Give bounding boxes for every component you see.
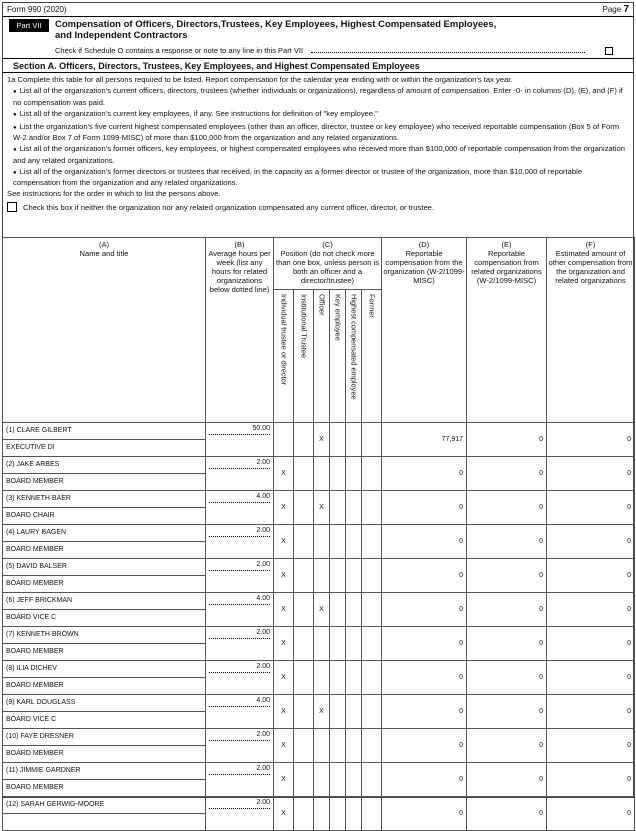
- comp-other: 0: [547, 491, 635, 525]
- col-a-header: (A) Name and title: [3, 238, 206, 423]
- part-vii-header: [3, 17, 633, 59]
- position-check: [362, 491, 382, 525]
- comp-other: 0: [547, 457, 635, 491]
- position-check: [314, 559, 330, 593]
- schedule-o-checkbox[interactable]: [605, 47, 613, 55]
- position-check: [294, 457, 314, 491]
- divider: [3, 711, 205, 712]
- person-name: (10) FAYE DRESNER: [6, 733, 74, 740]
- comp-related: 0: [467, 695, 547, 729]
- person-name: (2) JAKE ARBES: [6, 461, 60, 468]
- name-title-cell: [3, 729, 206, 763]
- name-title-cell: [3, 525, 206, 559]
- hours-cell: [206, 797, 274, 831]
- position-check: [362, 729, 382, 763]
- no-compensation-checkbox[interactable]: [7, 202, 17, 212]
- person-row: [3, 525, 635, 559]
- hours-cell: [206, 729, 274, 763]
- dotted-line: [209, 468, 270, 469]
- instruction-bullet: ● List all of the organization's current key employees, if any. See instructions for definition of "key employee.": [7, 109, 629, 121]
- position-check: [346, 491, 362, 525]
- position-check: [294, 797, 314, 831]
- form-header: [3, 3, 633, 17]
- person-row: [3, 797, 635, 831]
- person-row: [3, 593, 635, 627]
- instruction-bullet: ● List all of the organization's former officers, key employees, or highest compensated employees who received more than $100,000 of reportable compensation from the organization and any related organizations.: [7, 144, 629, 165]
- comp-org: 0: [382, 661, 467, 695]
- divider: [3, 439, 205, 440]
- person-title: BOARD MEMBER: [6, 648, 64, 655]
- col-c-header: (C) Position (do not check more than one box, unless person is both an officer and a director/trustee): [274, 238, 382, 290]
- page-number: 7: [623, 4, 629, 15]
- position-check: [330, 593, 346, 627]
- compensation-table: [2, 237, 635, 831]
- comp-related: 0: [467, 661, 547, 695]
- position-check: [346, 695, 362, 729]
- dotted-line: [209, 774, 270, 775]
- hours-cell: [206, 525, 274, 559]
- hours-value: 2.00: [256, 527, 270, 534]
- position-check: [314, 661, 330, 695]
- person-name: (5) DAVID BALSER: [6, 563, 67, 570]
- position-subheader: Former: [362, 290, 382, 423]
- comp-related: 0: [467, 423, 547, 457]
- divider: [3, 473, 205, 474]
- comp-related: 0: [467, 525, 547, 559]
- position-check: [362, 593, 382, 627]
- name-title-cell: [3, 695, 206, 729]
- person-row: [3, 729, 635, 763]
- person-row: [3, 695, 635, 729]
- person-title: BOARD MEMBER: [6, 546, 64, 553]
- instructions: [3, 73, 633, 199]
- position-check: X: [274, 661, 294, 695]
- position-check: [294, 593, 314, 627]
- hours-cell: [206, 559, 274, 593]
- position-check: X: [314, 423, 330, 457]
- person-row: [3, 559, 635, 593]
- comp-other: 0: [547, 661, 635, 695]
- position-check: X: [274, 525, 294, 559]
- divider: [3, 541, 205, 542]
- schedule-o-label: Check if Schedule O contains a response or note to any line in this Part VII: [55, 46, 304, 55]
- comp-org: 0: [382, 797, 467, 831]
- comp-other: 0: [547, 559, 635, 593]
- position-check: [330, 627, 346, 661]
- person-name: (6) JEFF BRICKMAN: [6, 597, 73, 604]
- instruction-bullet: ● List all of the organization's former directors or trustees that received, in the capacity as a former director or trustee of the organization, more than $10,000 of reportable compensation from the organization and any related organizations.: [7, 167, 629, 188]
- position-check: [362, 661, 382, 695]
- comp-related: 0: [467, 457, 547, 491]
- comp-other: 0: [547, 627, 635, 661]
- position-subheader: Key employee: [330, 290, 346, 423]
- position-check: X: [274, 593, 294, 627]
- position-check: [346, 763, 362, 797]
- person-name: (9) KARL DOUGLASS: [6, 699, 76, 706]
- comp-other: 0: [547, 525, 635, 559]
- person-row: [3, 423, 635, 457]
- hours-cell: [206, 593, 274, 627]
- person-title: BOARD MEMBER: [6, 750, 64, 757]
- position-check: X: [274, 729, 294, 763]
- dotted-line: [209, 638, 270, 639]
- hours-value: 2.00: [256, 765, 270, 772]
- dotted-line: [209, 502, 270, 503]
- position-check: [362, 559, 382, 593]
- position-check: [346, 423, 362, 457]
- person-name: (4) LAURY BAGEN: [6, 529, 67, 536]
- hours-value: 4.00: [256, 595, 270, 602]
- position-check: [330, 559, 346, 593]
- hours-value: 2.00: [256, 663, 270, 670]
- hours-value: 2.00: [256, 731, 270, 738]
- position-check: [314, 797, 330, 831]
- col-e-header: (E) Reportable compensation from related organizations (W-2/1099-MISC): [467, 238, 547, 423]
- comp-other: 0: [547, 593, 635, 627]
- comp-other: 0: [547, 729, 635, 763]
- position-check: [294, 695, 314, 729]
- part-tag: Part VII: [9, 19, 49, 32]
- divider: [3, 677, 205, 678]
- comp-org: 0: [382, 695, 467, 729]
- instruction-1a: 1a Complete this table for all persons required to be listed. Report compensation for the calendar year ending with or within the organization's tax year.: [7, 75, 513, 84]
- form-page: [2, 2, 634, 817]
- schedule-o-row: [55, 45, 633, 56]
- position-check: X: [314, 593, 330, 627]
- position-check: [362, 457, 382, 491]
- col-b-header: (B) Average hours per week (list any hours for related organizations below dotted line): [206, 238, 274, 423]
- position-check: [362, 525, 382, 559]
- comp-related: 0: [467, 491, 547, 525]
- comp-org: 0: [382, 627, 467, 661]
- person-row: [3, 763, 635, 797]
- form-name: Form 990 (2020): [7, 5, 67, 14]
- position-check: [294, 763, 314, 797]
- position-check: [362, 797, 382, 831]
- divider: [3, 575, 205, 576]
- position-check: [330, 423, 346, 457]
- divider: [3, 507, 205, 508]
- hours-value: 2.00: [256, 799, 270, 806]
- comp-org: 0: [382, 593, 467, 627]
- position-check: [346, 593, 362, 627]
- dotted-line: [209, 808, 270, 809]
- comp-related: 0: [467, 763, 547, 797]
- hours-cell: [206, 423, 274, 457]
- position-check: [346, 627, 362, 661]
- comp-org: 0: [382, 491, 467, 525]
- name-title-cell: [3, 763, 206, 797]
- hours-value: 4.00: [256, 697, 270, 704]
- dotted-line: [209, 570, 270, 571]
- position-check: [346, 661, 362, 695]
- no-compensation-label: Check this box if neither the organization nor any related organization compensated any current officer, director, or trustee.: [23, 202, 434, 212]
- comp-other: 0: [547, 797, 635, 831]
- position-check: [362, 763, 382, 797]
- comp-org: 77,917: [382, 423, 467, 457]
- position-check: [330, 661, 346, 695]
- person-row: [3, 457, 635, 491]
- position-subheader: Highest compensated employee: [346, 290, 362, 423]
- person-name: (11) JIMMIE GARDNER: [6, 767, 81, 774]
- name-title-cell: [3, 627, 206, 661]
- hours-value: 2.00: [256, 459, 270, 466]
- leader-dots: [311, 52, 585, 53]
- divider: [3, 745, 205, 746]
- hours-cell: [206, 627, 274, 661]
- dotted-line: [209, 740, 270, 741]
- page-indicator: Page 7: [602, 4, 629, 15]
- name-title-cell: [3, 661, 206, 695]
- comp-other: 0: [547, 423, 635, 457]
- hours-cell: [206, 661, 274, 695]
- position-subheader: Individual trustee or director: [274, 290, 294, 423]
- name-title-cell: [3, 491, 206, 525]
- hours-value: 2.00: [256, 629, 270, 636]
- person-name: (3) KENNETH BAER: [6, 495, 71, 502]
- instruction-bullet: ● List all of the organization's current officers, directors, trustees (whether individuals or organizations), regardless of amount of compensation. Enter -0- in columns (D), (E), and (F) if no compensation was paid.: [7, 86, 629, 107]
- name-title-cell: [3, 797, 206, 831]
- part-title: Compensation of Officers, Directors,Trustees, Key Employees, Highest Compensated Employees, and Independent Contractors Check if Schedule O contains a response or note to any line in this Part VII: [55, 17, 633, 58]
- name-title-cell: [3, 593, 206, 627]
- person-title: BOARD MEMBER: [6, 478, 64, 485]
- name-title-cell: [3, 423, 206, 457]
- position-check: X: [314, 491, 330, 525]
- col-f-header: (F) Estimated amount of other compensation from the organization and related organizations: [547, 238, 635, 423]
- section-a-title: Section A. Officers, Directors, Trustees, Key Employees, and Highest Compensated Employees: [3, 59, 633, 73]
- divider: [3, 779, 205, 780]
- person-row: [3, 627, 635, 661]
- position-subheader: Institutional Trustee: [294, 290, 314, 423]
- position-check: [362, 423, 382, 457]
- position-check: [294, 423, 314, 457]
- comp-org: 0: [382, 763, 467, 797]
- comp-related: 0: [467, 593, 547, 627]
- person-title: BOARD VICE C: [6, 716, 57, 723]
- person-title: BOARD MEMBER: [6, 682, 64, 689]
- hours-value: 4.00: [256, 493, 270, 500]
- position-check: [330, 695, 346, 729]
- comp-other: 0: [547, 695, 635, 729]
- position-check: [314, 729, 330, 763]
- position-check: X: [274, 559, 294, 593]
- position-check: [294, 559, 314, 593]
- person-title: BOARD MEMBER: [6, 580, 64, 587]
- position-check: [346, 525, 362, 559]
- position-check: [314, 525, 330, 559]
- instruction-bullet: ● List the organization's five current highest compensated employees (other than an officer, director, trustee or key employee) who received reportable compensation (Box 5 of Form W-2 and/or Box 7 of Form 1099-MISC) of more than $100,000 from the organization and any related organizations.: [7, 122, 629, 143]
- comp-related: 0: [467, 729, 547, 763]
- name-title-cell: [3, 559, 206, 593]
- person-row: [3, 491, 635, 525]
- comp-other: 0: [547, 763, 635, 797]
- person-name: (1) CLARE GILBERT: [6, 427, 72, 434]
- position-check: [314, 457, 330, 491]
- divider: [3, 643, 205, 644]
- position-check: [294, 525, 314, 559]
- person-title: EXECUTIVE DI: [6, 444, 55, 451]
- position-check: [294, 627, 314, 661]
- dotted-line: [209, 434, 270, 435]
- comp-org: 0: [382, 525, 467, 559]
- position-check: X: [274, 763, 294, 797]
- position-check: [294, 491, 314, 525]
- position-check: X: [314, 695, 330, 729]
- comp-org: 0: [382, 457, 467, 491]
- position-check: [314, 763, 330, 797]
- col-d-header: (D) Reportable compensation from the organization (W-2/1099-MISC): [382, 238, 467, 423]
- position-check: [294, 661, 314, 695]
- dotted-line: [209, 672, 270, 673]
- position-check: [346, 797, 362, 831]
- divider: [3, 813, 205, 814]
- position-check: [330, 457, 346, 491]
- divider: [3, 609, 205, 610]
- no-compensation-row: [3, 200, 633, 214]
- comp-org: 0: [382, 559, 467, 593]
- position-check: [314, 627, 330, 661]
- position-check: X: [274, 491, 294, 525]
- position-check: [346, 559, 362, 593]
- position-check: X: [274, 695, 294, 729]
- position-check: [274, 423, 294, 457]
- position-check: [330, 763, 346, 797]
- comp-org: 0: [382, 729, 467, 763]
- person-name: (8) ILIA DICHEV: [6, 665, 57, 672]
- position-check: X: [274, 457, 294, 491]
- person-row: [3, 661, 635, 695]
- comp-related: 0: [467, 627, 547, 661]
- position-check: [346, 457, 362, 491]
- person-name: (7) KENNETH BROWN: [6, 631, 79, 638]
- dotted-line: [209, 604, 270, 605]
- person-name: (12) SARAH GERWIG-MOORE: [6, 801, 105, 808]
- position-check: [294, 729, 314, 763]
- position-check: [330, 491, 346, 525]
- position-check: [362, 627, 382, 661]
- position-check: [330, 525, 346, 559]
- hours-cell: [206, 457, 274, 491]
- name-title-cell: [3, 457, 206, 491]
- position-check: [346, 729, 362, 763]
- hours-value: 2.00: [256, 561, 270, 568]
- position-subheader: Officer: [314, 290, 330, 423]
- instruction-order: See instructions for the order in which to list the persons above.: [7, 189, 221, 198]
- dotted-line: [209, 536, 270, 537]
- position-check: [362, 695, 382, 729]
- person-title: BOARD VICE C: [6, 614, 57, 621]
- comp-related: 0: [467, 797, 547, 831]
- hours-value: 50.00: [252, 425, 270, 432]
- position-check: X: [274, 797, 294, 831]
- position-check: X: [274, 627, 294, 661]
- hours-cell: [206, 491, 274, 525]
- dotted-line: [209, 706, 270, 707]
- person-title: BOARD MEMBER: [6, 784, 64, 791]
- position-check: [330, 729, 346, 763]
- comp-related: 0: [467, 559, 547, 593]
- hours-cell: [206, 695, 274, 729]
- person-title: BOARD CHAIR: [6, 512, 55, 519]
- position-check: [330, 797, 346, 831]
- hours-cell: [206, 763, 274, 797]
